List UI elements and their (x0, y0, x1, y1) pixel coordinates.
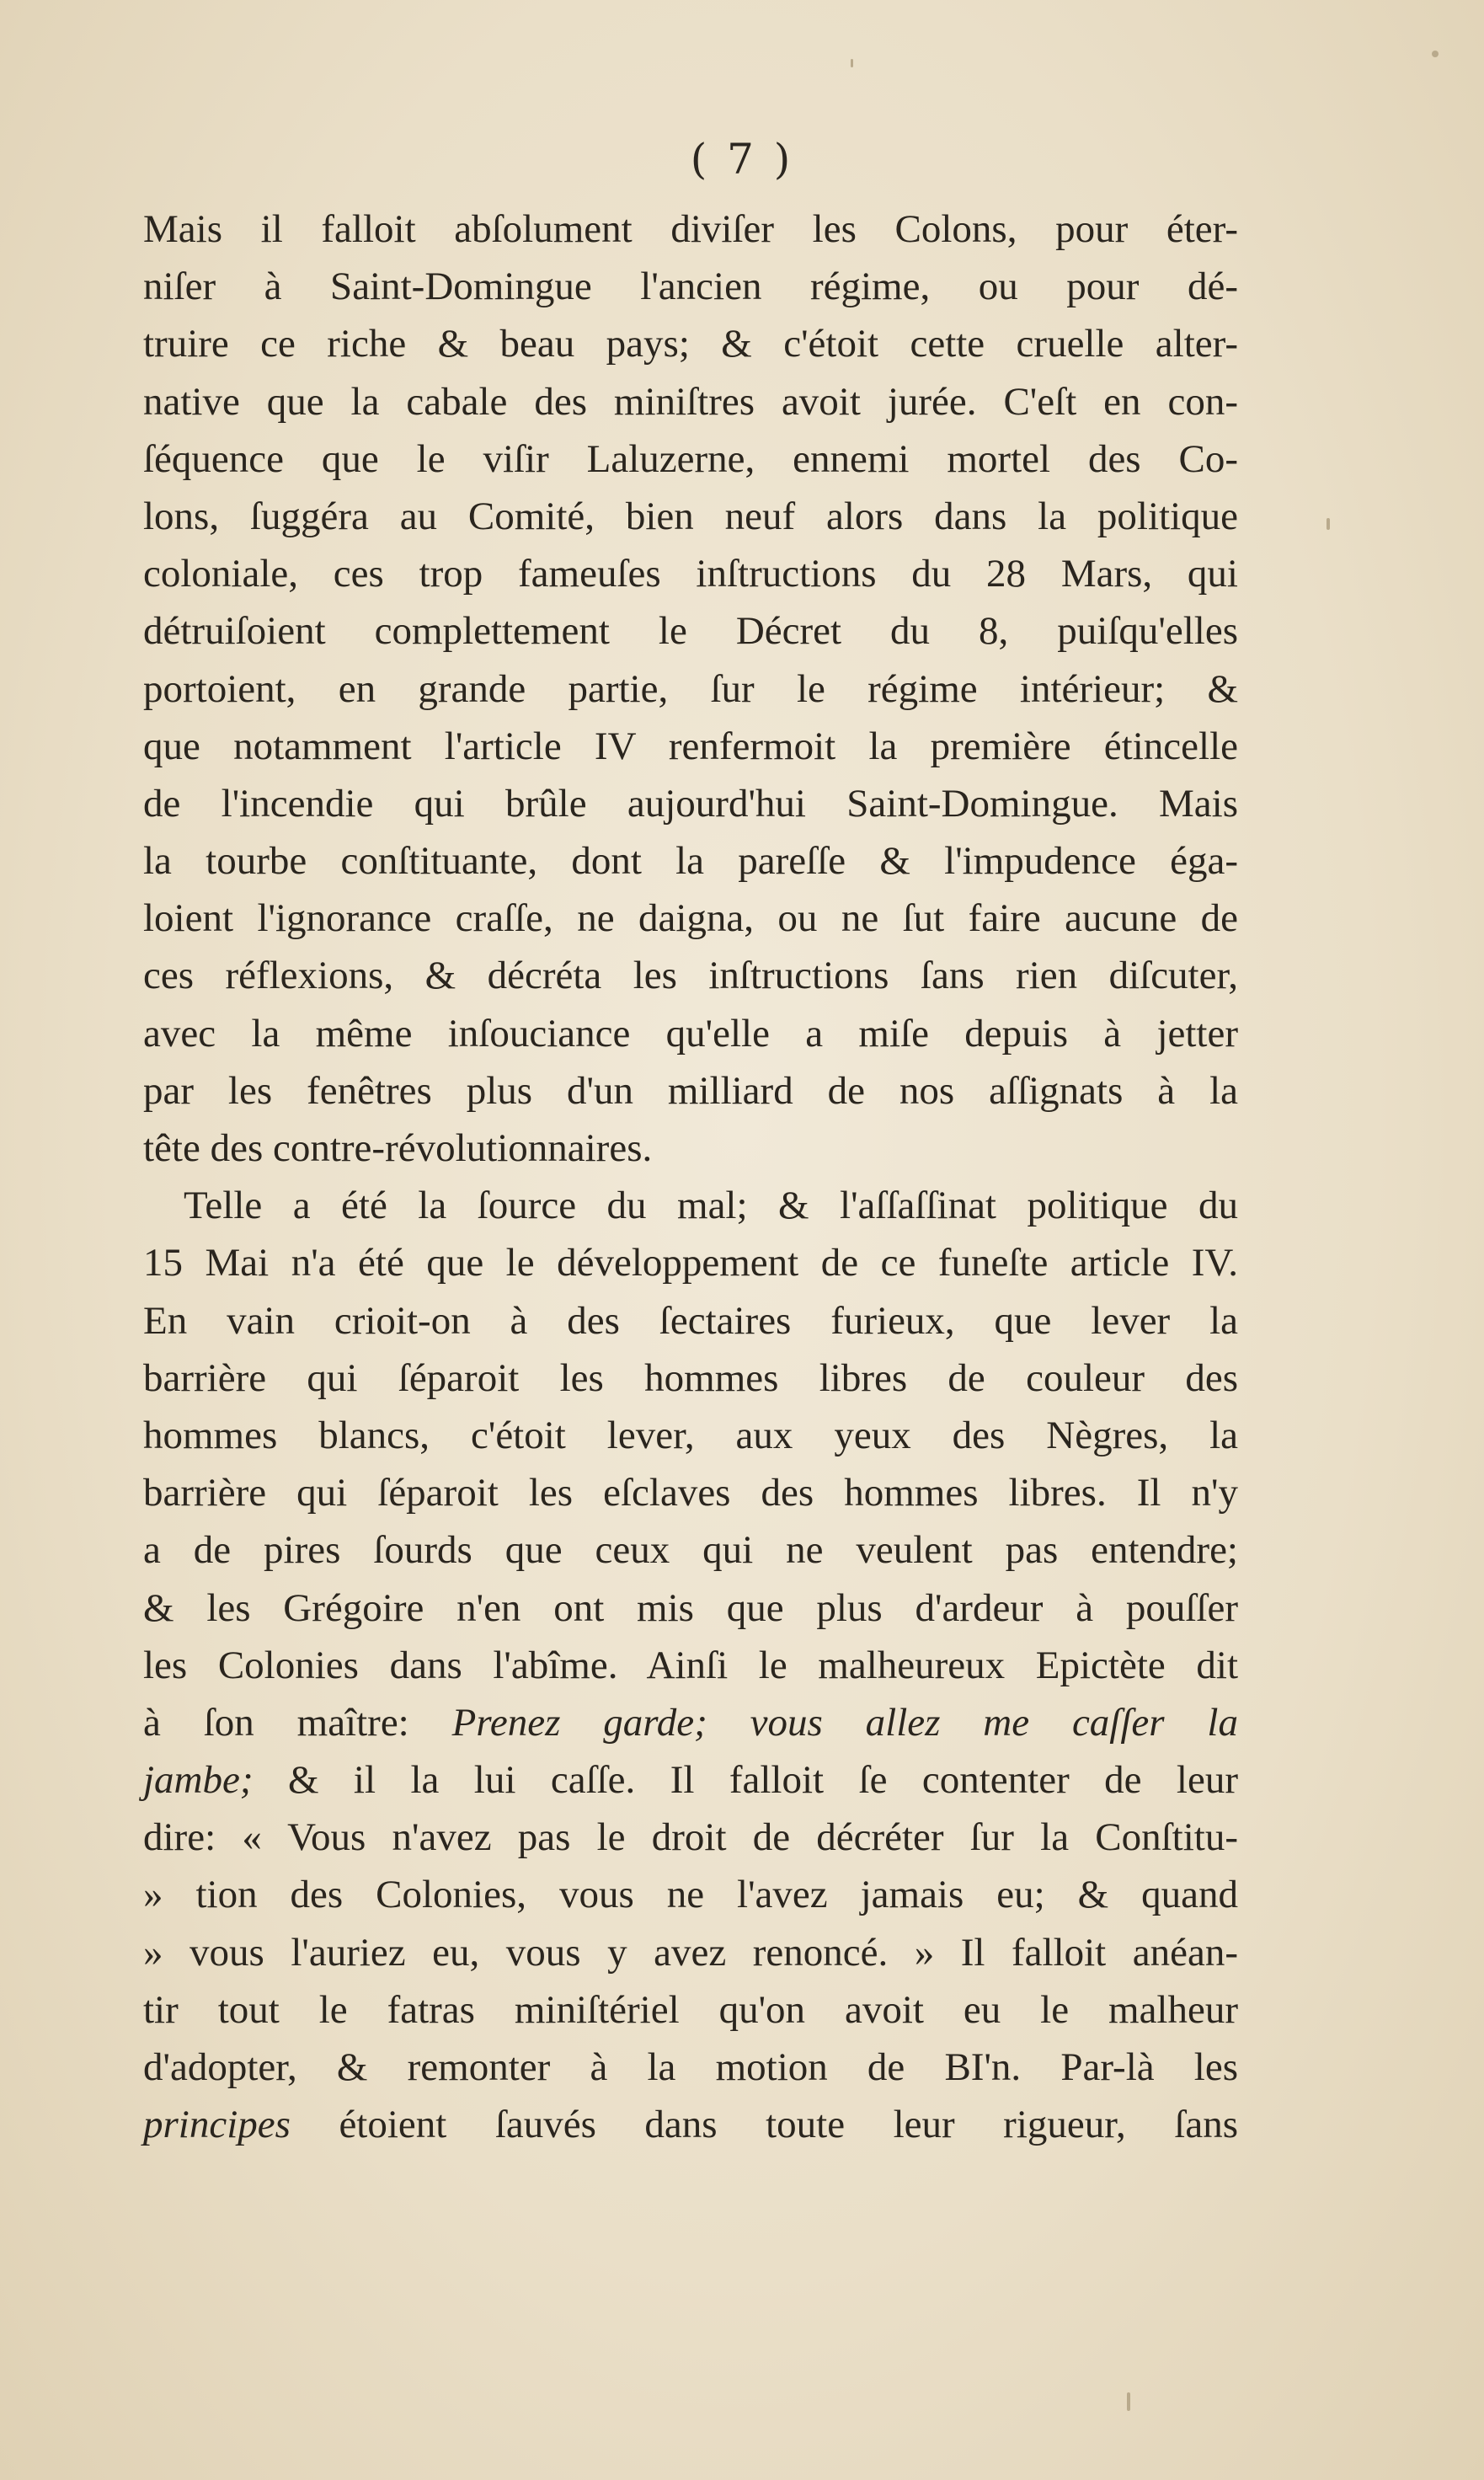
text-line: la tourbe conſtituante, dont la pareſſe & l'impudence éga- (143, 839, 1238, 884)
text-line: avec la même inſouciance qu'elle a miſe depuis à jetter (143, 1011, 1238, 1056)
text-line: & les Grégoire n'en ont mis que plus d'ardeur à pouſſer (143, 1585, 1238, 1630)
italic-quote: Prenez garde; vous allez me caſſer la (451, 1700, 1238, 1745)
text-line: dire: « Vous n'avez pas le droit de décréter ſur la Conſtitu- (143, 1815, 1238, 1860)
paper-speck (1432, 51, 1439, 57)
text-line: tête des contre-révolutionnaires. (143, 1126, 653, 1170)
text-line: barrière qui ſéparoit les hommes libres de couleur des (143, 1355, 1238, 1400)
page-number: ( 7 ) (690, 135, 794, 184)
paper-speck (1127, 2392, 1130, 2411)
text-line: niſer à Saint-Domingue l'ancien régime, ou pour dé- (143, 265, 1238, 309)
text-line: par les fenêtres plus d'un milliard de nos aſſignats à la (143, 1068, 1238, 1113)
paper-speck (1327, 518, 1330, 530)
text-line: 15 Mai n'a été que le développement de ce funeſte article IV. (143, 1241, 1238, 1285)
text-line: lons, ſuggéra au Comité, bien neuf alors dans la politique (143, 494, 1238, 538)
text-fragment: à ſon maître: (143, 1700, 452, 1745)
text-line: En vain crioit-on à des ſectaires furieux, que lever la (143, 1298, 1238, 1343)
text-line: » vous l'auriez eu, vous y avez renoncé. » Il falloit anéan- (143, 1930, 1238, 1975)
text-fragment: & il la lui caſſe. Il falloit ſe contenter de leur (253, 1758, 1238, 1803)
text-line: hommes blancs, c'étoit lever, aux yeux des Nègres, la (143, 1413, 1238, 1457)
italic-word: principes (143, 2103, 291, 2147)
text-line: ſéquence que le viſir Laluzerne, ennemi mortel des Co- (143, 436, 1238, 481)
text-line: tir tout le fatras miniſtériel qu'on avoit eu le malheur (143, 1987, 1238, 2032)
text-line: native que la cabale des miniſtres avoit jurée. C'eſt en con- (143, 379, 1238, 424)
text-line: truire ce riche & beau pays; & c'étoit cette cruelle alter- (143, 322, 1238, 366)
text-fragment: étoient ſauvés dans toute leur rigueur, ſans (290, 2103, 1238, 2147)
text-line: ces réflexions, & décréta les inſtructions ſans rien diſcuter, (143, 954, 1238, 998)
text-line: » tion des Colonies, vous ne l'avez jamais eu; & quand (143, 1873, 1238, 1917)
text-line: Mais il falloit abſolument diviſer les Colons, pour éter- (143, 207, 1238, 251)
text-line (143, 1751, 1238, 1809)
text-line: de l'incendie qui brûle aujourd'hui Saint-Domingue. Mais (143, 781, 1238, 826)
text-line (143, 1694, 1238, 1751)
text-line: loient l'ignorance craſſe, ne daigna, ou ne ſut faire aucune de (143, 896, 1238, 941)
text-line: portoient, en grande partie, ſur le régime intérieur; & (143, 666, 1238, 711)
text-line: barrière qui ſéparoit les eſclaves des hommes libres. Il n'y (143, 1471, 1238, 1515)
text-line: détruiſoient complettement le Décret du 8, puiſqu'elles (143, 609, 1238, 654)
text-line: a de pires ſourds que ceux qui ne veulent pas entendre; (143, 1528, 1238, 1573)
body-text (143, 200, 1238, 2153)
text-line: d'adopter, & remonter à la motion de BI'n. Par-là les (143, 2045, 1238, 2089)
text-line (143, 2096, 1238, 2153)
italic-quote: jambe; (143, 1758, 254, 1803)
paper-speck (851, 59, 853, 67)
text-line: coloniale, ces trop fameuſes inſtructions du 28 Mars, qui (143, 552, 1238, 596)
text-line: les Colonies dans l'abîme. Ainſi le malheureux Epictète dit (143, 1643, 1238, 1687)
text-line: Telle a été la ſource du mal; & l'aſſaſſinat politique du (184, 1184, 1238, 1228)
text-line: que notamment l'article IV renfermoit la première étincelle (143, 724, 1238, 768)
